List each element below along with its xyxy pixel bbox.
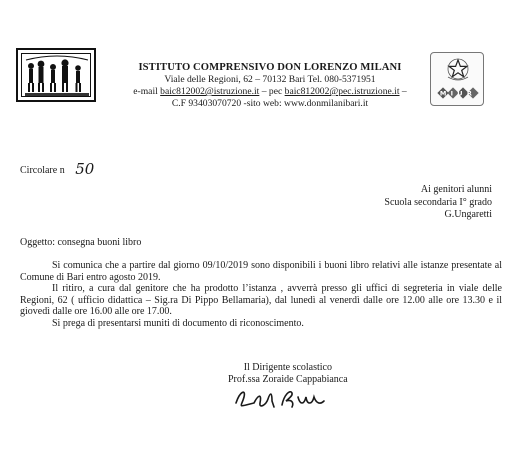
- recipient-line-2: Scuola secondaria I° grado: [384, 196, 492, 208]
- body-paragraph-2: Il ritiro, a cura dal genitore che ha prodotto l’istanza , avverrà presso gli uffici di segreteria in viale delle Regioni, 62 ( ufficio didattica – Sig.ra Di Pippo Bellamaria), dal lunedì al venerdì dalle ore 12.00 alle ore 13.30 e il giovedì dalle ore 16.00 alle ore 17.00.: [20, 283, 502, 318]
- recipients-block: [384, 184, 492, 222]
- school-name: ISTITUTO COMPRENSIVO DON LORENZO MILANI: [138, 62, 402, 73]
- pec-suffix: –: [399, 86, 407, 97]
- circular-number: 50: [75, 160, 95, 178]
- recipient-line-3: G.Ungaretti: [444, 209, 492, 220]
- school-logo: [16, 48, 96, 102]
- pec-prefix: – pec: [259, 86, 285, 97]
- circular-label: Circolare n: [20, 165, 65, 176]
- body-paragraph-3: Si prega di presentarsi muniti di documento di riconoscimento.: [52, 317, 304, 329]
- italian-emblem-icon: [431, 53, 485, 107]
- email-prefix: e-mail: [133, 86, 161, 97]
- handwritten-signature: [232, 383, 342, 413]
- subject-line: Oggetto: consegna buoni libro: [20, 237, 142, 248]
- signatory-title: Il Dirigente scolastico: [243, 362, 332, 373]
- signatory-name: Prof.ssa Zoraide Cappabianca: [228, 374, 348, 385]
- circular-number-line: [20, 159, 94, 177]
- pec-link[interactable]: baic812002@pec.istruzione.it: [284, 86, 400, 97]
- children-silhouettes-icon: [22, 54, 92, 98]
- body-paragraph-1: Si comunica che a partire dal giorno 09/10/2019 sono disponibili i buoni libro relativi alle istanze presentate al Comune di Bari entro agosto 2019.: [20, 260, 502, 283]
- recipient-line-1: Ai genitori alunni: [420, 184, 492, 195]
- school-address: Viale delle Regioni, 62 – 70132 Bari Tel. 080-5371951: [164, 74, 376, 85]
- school-header: [110, 62, 430, 110]
- email-link[interactable]: baic812002@istruzione.it: [160, 86, 260, 97]
- miur-text: MIUR: [439, 89, 477, 98]
- miur-logo: [430, 52, 484, 106]
- school-cf-website: C.F 93403070720 -sito web: www.donmilanibari.it: [171, 98, 369, 109]
- letter-body: [20, 260, 502, 330]
- school-contacts: [110, 86, 430, 98]
